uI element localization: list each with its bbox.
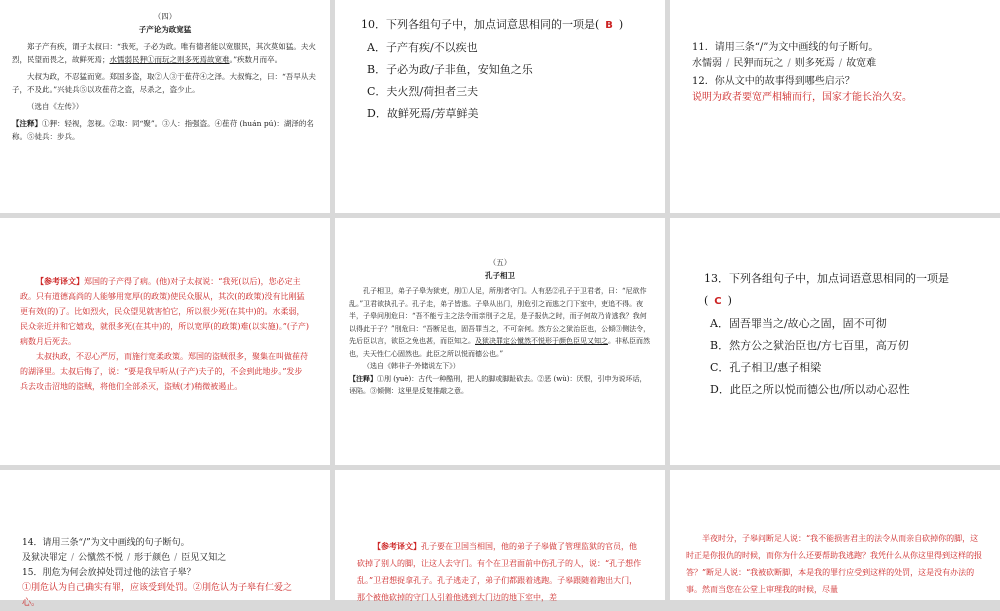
passage-paragraph: 郑子产有疾，谓子太叔曰：“我死，子必为政。唯有德者能以宽服民，其次莫如猛。夫火烈，民望而畏之，故鲜死焉；水懦弱民狎①而玩之则多死焉故宽难。”疾数月而卒。 — [12, 42, 316, 64]
option-d: D．此臣之所以悦而德公也/所以动心忍性 — [710, 383, 910, 396]
slide-translation-five-part1 — [335, 470, 665, 600]
translation-paragraph: 【参考译文】孔子要在卫国当相国，他的弟子子皋做了管理监狱的官员，他砍掉了别人的脚，让这人去守门。有个在卫君面前中伤孔子的人，说：“孔子想作乱。”卫君想捉拿孔子。孔子逃走了，弟子们都跟着逃跑。子皋跟随着跑出大门，那个被他砍掉的守门人引着他逃到大门边的地下室中，差 — [357, 541, 642, 602]
underlined-sentence: 及狱决罪定公憱然不悦形于颜色臣见又知之 — [475, 337, 608, 345]
slide-question-13 — [670, 218, 1000, 465]
section-number: （四） — [153, 12, 177, 21]
option-a: A．子产有疾/不以疾也 — [367, 41, 478, 54]
answer: C — [714, 296, 722, 307]
question-10: 10．下列各组句子中，加点词意思相同的一项是( B ) — [361, 18, 624, 31]
slide-translation-four — [0, 218, 330, 465]
passage-paragraph: 大叔为政，不忍猛而宽。郑国多盗，取②人③于萑苻④之泽。大叔悔之，曰：“吾早从夫子，不及此。”兴徒兵⑤以攻萑苻之盗，尽杀之，盗少止。 — [12, 72, 316, 94]
segmented-sentence: 及狱决罪定 / 公憱然不悦 / 形于颜色 / 臣见又知之 — [22, 553, 227, 563]
answer: B — [605, 20, 613, 31]
slide-questions-11-12 — [670, 0, 1000, 213]
option-a: A．固吾罪当之/故心之固，固不可彻 — [710, 317, 887, 330]
option-b: B．子必为政/子非鱼，安知鱼之乐 — [367, 63, 533, 76]
question-13: 13．下列各组句子中，加点词语意思相同的一项是( C ) — [704, 272, 949, 307]
slide-passage-four — [0, 0, 330, 213]
passage-source: （选自《韩非子·外储说左下》） — [363, 362, 460, 370]
passage-source: （选自《左传》） — [27, 102, 84, 111]
passage-title: 孔子相卫 — [485, 271, 515, 280]
answer-15: ①刖危认为自己确实有罪，应该受到处罚。②刖危认为子皋有仁爱之心。 — [22, 583, 293, 608]
question-12: 12．你从文中的故事得到哪些启示？ — [692, 76, 855, 87]
option-c: C．孔子相卫/惠子相梁 — [710, 361, 822, 374]
translation-paragraph: 半夜时分，子皋问断足人说：“我不能损害君主的法令从而亲自砍掉你的脚，这时正是你报仇的时候，而你为什么还要帮助我逃跑？我凭什么从你这里得到这样的报答？”断足人说：“我被砍断脚，本是我的罪行应受到这样的处罚，这是没有办法的事。然而当您在公堂上审理我的时候，尽量 — [686, 534, 982, 594]
underlined-sentence: 水懦弱民狎①而玩之则多死焉故宽难 — [109, 55, 230, 64]
passage-paragraph: 孔子相卫，弟子子皋为狱吏，刖①人足，所刖者守门。人有恶②孔子于卫君者，曰：“尼欲作乱。”卫君欲执孔子。孔子走，弟子皆逃。子皋从出门，刖危引之而逃之门下室中，吏追不得。夜半，子皋问刖危曰：“吾不能亏主之法令而亲刖子之足，是子报仇之时，而子何故乃肯逃我？我何以得此于子？”刖危曰：“吾断足也，固吾罪当之，不可奈何。然方公之狱治臣也，公倾③侧法令，先后臣以言，欲臣之免也甚，而臣知之。及狱决罪定公憱然不悦形于颜色臣见又知之。非私臣而然也，夫天性仁心固然也。此臣之所以悦而德公也。” — [349, 287, 651, 358]
slide-question-10 — [335, 0, 665, 213]
question-14: 14．请用三条“/”为文中画线的句子断句。 — [22, 538, 190, 548]
answer-12: 说明为政者要宽严相辅而行，国家才能长治久安。 — [692, 92, 912, 103]
translation-paragraph: 太叔执政，不忍心严厉，而施行宽柔政策。郑国的盗贼很多，聚集在叫做萑苻的湖泽里。太叔后悔了，说：“要是我早听从(子产)夫子的，不会到此地步。”发步兵去攻击沼地的盗贼，将他们全部杀灭，盗贼(才)稍微被遏止。 — [20, 352, 308, 391]
question-11: 11．请用三条“/”为文中画线的句子断句。 — [692, 42, 879, 53]
passage-title: 子产论为政宽猛 — [138, 25, 192, 34]
slide-passage-five — [335, 218, 665, 465]
translation-paragraph: 【参考译文】郑国的子产得了病。(他)对子太叔说：“我死(以后)，您必定主政。只有道德高尚的人能够用宽厚(的政策)使民众服从，其次(的政策)没有比刚猛更有效(的)了。比如烈火，民众望见就害怕它，所以很少死(在其中)的。水柔弱，民众亲近并和它嬉戏，就很多死(在其中)的，所以宽厚(的政策)难(以实施)。”(子产)病数月后死去。 — [20, 276, 310, 346]
passage-notes: 【注释】①狎：轻视，忽视。②取：同“聚”。③人：指强盗。④萑苻 (huán pú)：湖泽的名称。⑤徒兵：步兵。 — [12, 119, 314, 141]
question-15: 15．刖危为何会放掉处罚过他的法官子皋？ — [22, 568, 196, 578]
option-b: B．然方公之狱治臣也/方七百里，高万仞 — [710, 339, 909, 352]
section-number: （五） — [488, 258, 512, 267]
option-d: D．故鲜死焉/芳草鲜美 — [367, 107, 479, 120]
passage-notes: 【注释】①刖 (yuè)：古代一种酷刑，把人的脚或脚趾砍去。②恶 (wù)：厌恨，引申为说坏话，诬陷。③倾侧：这里是反复推敲之意。 — [349, 373, 647, 395]
slide-translation-five-part2 — [670, 470, 1000, 600]
option-c: C．夫火烈/荷担者三夫 — [367, 85, 479, 98]
segmented-sentence: 水懦弱 / 民狎而玩之 / 则多死焉 / 故宽难 — [692, 58, 877, 69]
slide-questions-14-15 — [0, 470, 330, 608]
